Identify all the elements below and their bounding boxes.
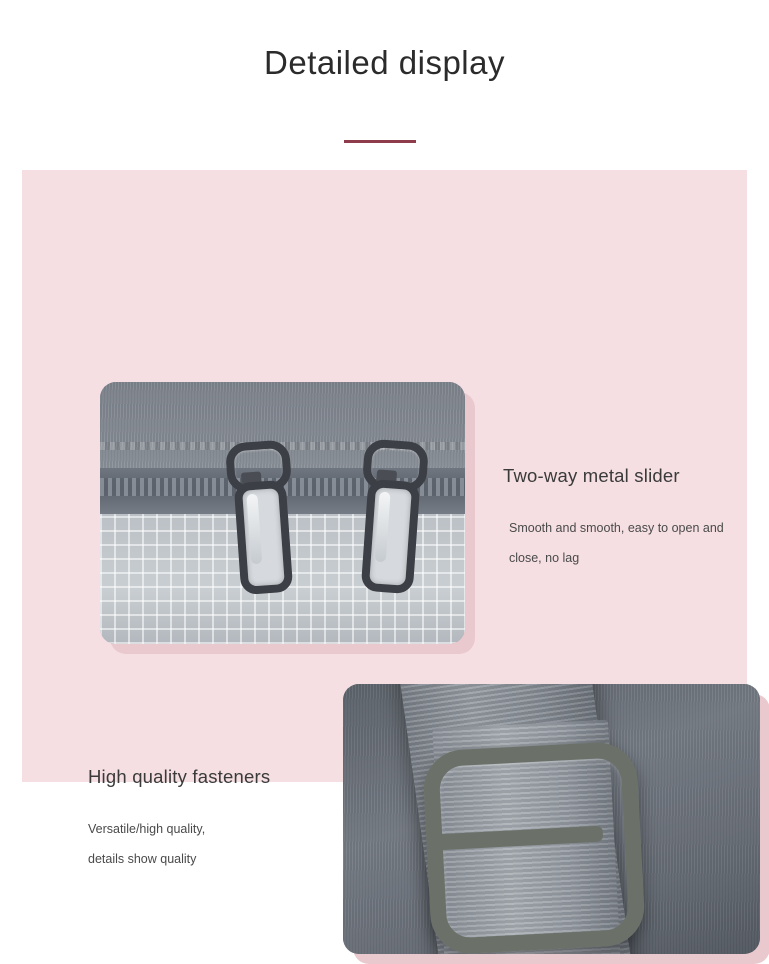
fastener-body-line-1: Versatile/high quality, [88, 822, 206, 836]
title-underline-rule [344, 140, 416, 143]
detail-panel [22, 170, 747, 866]
slider-heading: Two-way metal slider [503, 465, 680, 486]
zipper-pull-body [234, 480, 294, 595]
slider-body-line-2: close, no lag [509, 551, 580, 565]
fastener-body-line-2: details show quality [88, 852, 197, 866]
slider-body-line-1: Smooth and smooth, easy to open and [509, 521, 724, 535]
fastener-heading: High quality fasteners [88, 766, 271, 787]
zipper-pull-right-icon [353, 438, 415, 591]
zipper-pull-body [361, 479, 421, 594]
zipper-pull-left-icon [223, 440, 285, 593]
slider-text-block [503, 465, 763, 573]
page-title: Detailed display [264, 44, 505, 81]
fastener-text-block [88, 766, 338, 874]
slider-photo [100, 382, 465, 644]
fastener-photo [343, 684, 760, 954]
page-header [0, 0, 769, 170]
